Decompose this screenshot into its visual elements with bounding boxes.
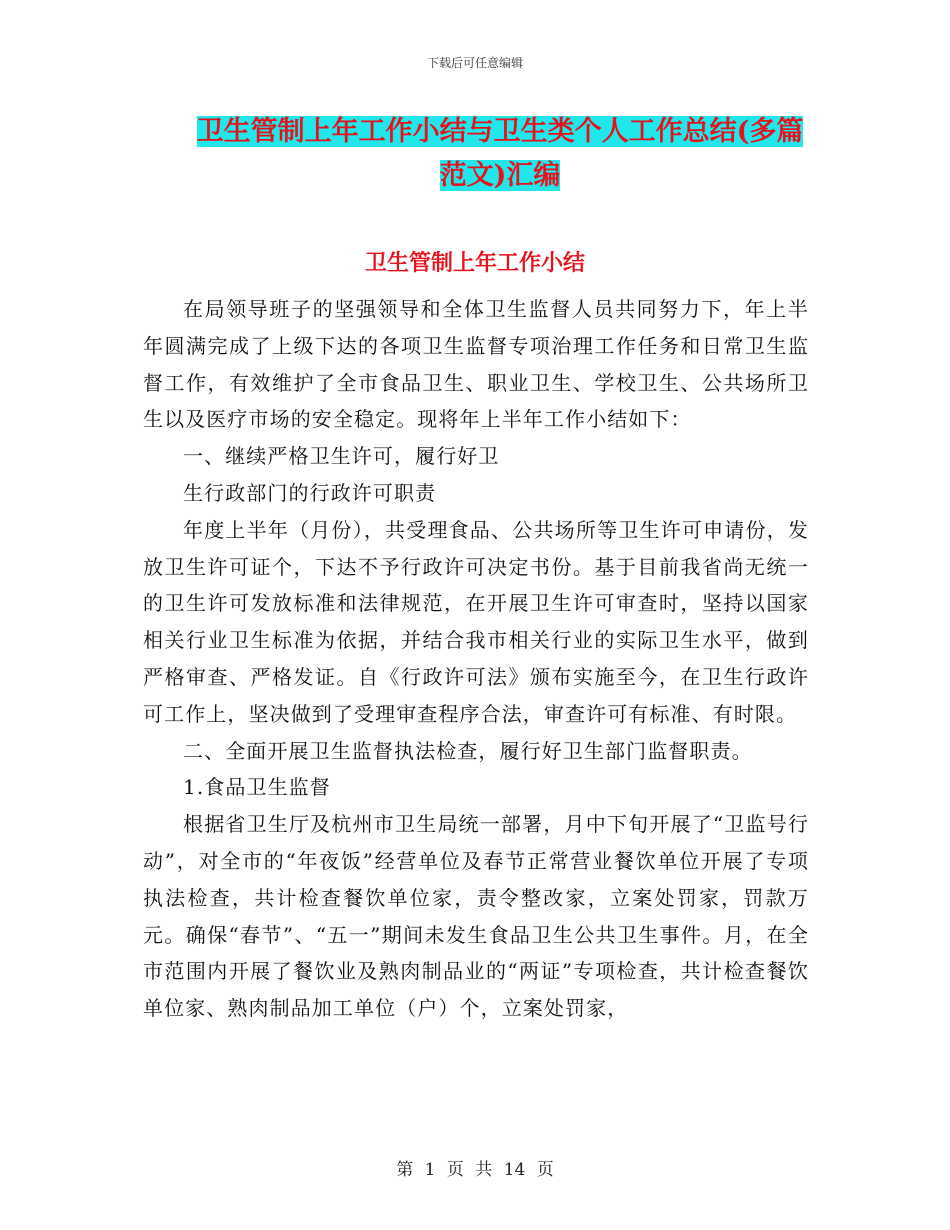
header-note: 下载后可任意编辑 (426, 56, 523, 70)
heading-section-one-continued: 生行政部门的行政许可职责 (183, 480, 437, 505)
body-text (143, 291, 809, 1027)
heading-section-one: 一、继续严格卫生许可，履行好卫 (183, 444, 500, 469)
section-title: 卫生管制上年工作小结 (364, 250, 585, 276)
page-footer: 第 1 页 共 14 页 (396, 1160, 554, 1180)
document-title (185, 110, 815, 198)
heading-food-hygiene: 1.食品卫生监督 (183, 775, 331, 800)
heading-section-two: 二、全面开展卫生监督执法检查，履行好卫生部门监督职责。 (183, 738, 753, 763)
paragraph-licensing: 年度上半年（月份），共受理食品、公共场所等卫生许可申请份，发放卫生许可证个，下达不予行政许可决定书份。基于目前我省尚无统一的卫生许可发放标准和法律规范，在开展卫生许可审查时，坚持以国家相关行业卫生标准为依据，并结合我市相关行业的实际卫生水平，做到严格审查、严格发证。自《行政许可法》颁布实施至今，在卫生行政许可工作上，坚决做到了受理审查程序合法，审查许可有标准、有时限。 (143, 517, 809, 726)
paragraph-food-hygiene: 根据省卫生厅及杭州市卫生局统一部署，月中下旬开展了“卫监号行动”，对全市的“年夜饭”经营单位及春节正常营业餐饮单位开展了专项执法检查，共计检查餐饮单位家，责令整改家，立案处罚家，罚款万元。确保“春节”、“五一”期间未发生食品卫生公共卫生事件。月，在全市范围内开展了餐饮业及熟肉制品业的“两证”专项检查，共计检查餐饮单位家、熟肉制品加工单位（户）个，立案处罚家， (143, 812, 809, 1021)
document-title-text: 卫生管制上年工作小结与卫生类个人工作总结(多篇范文)汇编 (196, 116, 804, 191)
paragraph-intro: 在局领导班子的坚强领导和全体卫生监督人员共同努力下，年上半年圆满完成了上级下达的各项卫生监督专项治理工作任务和日常卫生监督工作，有效维护了全市食品卫生、职业卫生、学校卫生、公共场所卫生以及医疗市场的安全稳定。现将年上半年工作小结如下： (143, 297, 809, 432)
